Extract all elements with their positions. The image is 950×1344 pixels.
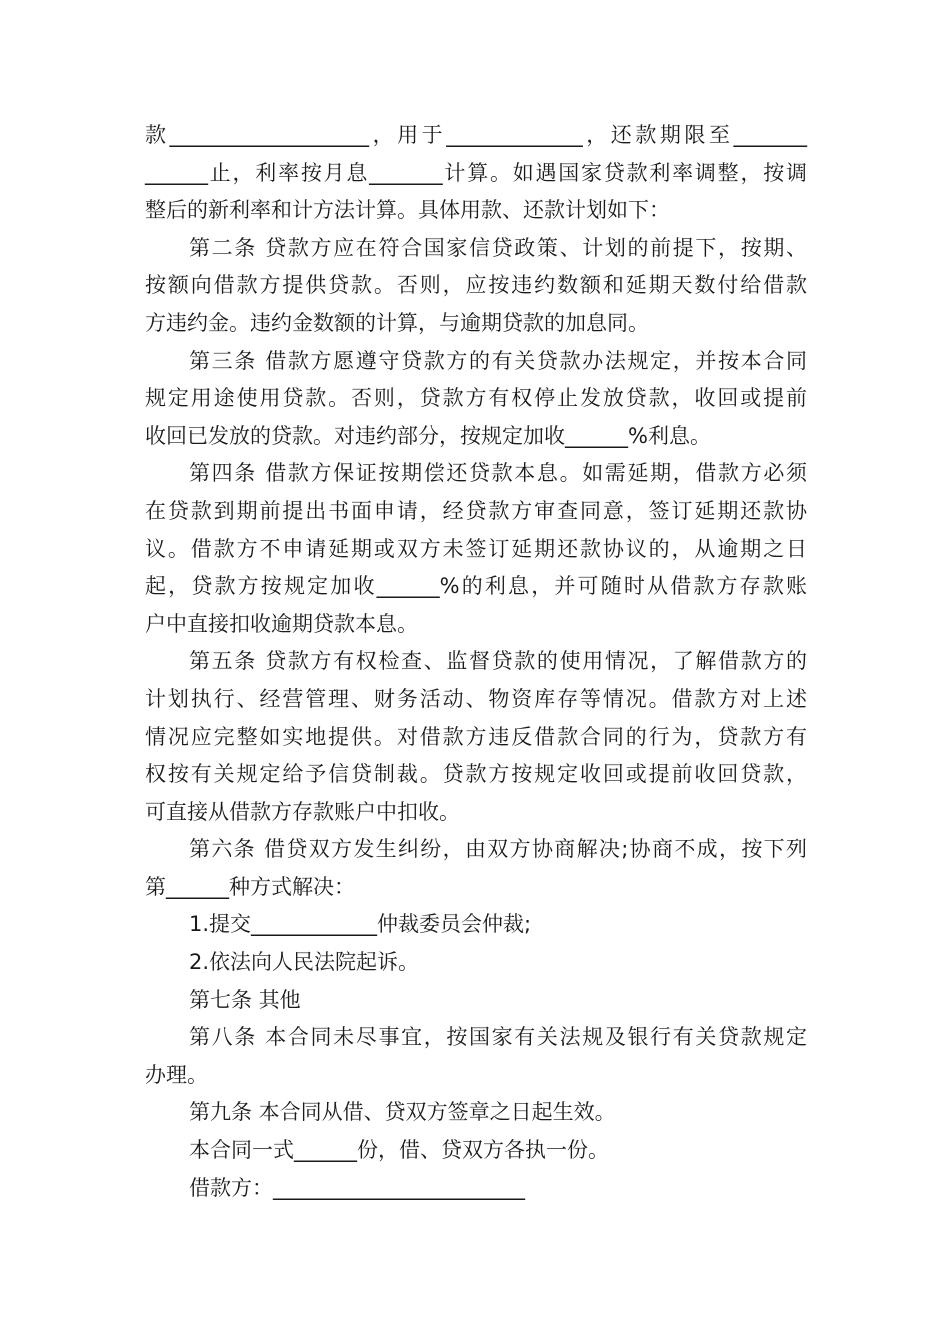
clause-6-line: 第六条 借贷双方发生纠纷，由双方协商解决;协商不成，按下列 xyxy=(189,837,807,862)
option-1-line: 1.提交____________仲裁委员会仲裁; xyxy=(189,912,532,937)
clause-4-line: 第四条 借款方保证按期偿还贷款本息。如需延期，借款方必须 xyxy=(189,461,807,486)
clause-3-line: 第三条 借款方愿遵守贷款方的有关贷款办法规定，并按本合同 xyxy=(189,348,807,373)
clause-5-line: 情况应完整如实地提供。对借款方违反借款合同的行为，贷款方有 xyxy=(145,724,807,749)
clause-5-line: 计划执行、经营管理、财务活动、物资库存等情况。借款方对上述 xyxy=(145,686,807,711)
clause-4-line: 起，贷款方按规定加收______%的利息，并可随时从借款方存款账 xyxy=(145,574,807,599)
clause-4-line: 议。借款方不申请延期或双方未签订延期还款协议的，从逾期之日 xyxy=(145,536,807,561)
clause-7-line: 第七条 其他 xyxy=(189,987,301,1012)
clause-8-line: 办理。 xyxy=(145,1062,208,1087)
copies-line: 本合同一式______份，借、贷双方各执一份。 xyxy=(189,1138,609,1163)
clause-2-line: 方违约金。违约金数额的计算，与逾期贷款的加息同。 xyxy=(145,310,649,335)
clause-3-line: 收回已发放的贷款。对违约部分，按规定加收______%利息。 xyxy=(145,423,711,448)
clause-8-line: 第八条 本合同未尽事宜，按国家有关法规及银行有关贷款规定 xyxy=(189,1025,807,1050)
text-line: 整后的新利率和计方法计算。具体用款、还款计划如下： xyxy=(145,198,670,223)
clause-6-line: 第______种方式解决： xyxy=(145,874,355,899)
clause-4-line: 户中直接扣收逾期贷款本息。 xyxy=(145,611,418,636)
clause-3-line: 规定用途使用贷款。否则，贷款方有权停止发放贷款，收回或提前 xyxy=(145,386,807,411)
clause-4-line: 在贷款到期前提出书面申请，经贷款方审查同意，签订延期还款协 xyxy=(145,498,807,523)
contract-body xyxy=(145,117,807,1207)
borrower-signature-line: 借款方：________________________ xyxy=(189,1175,525,1200)
clause-5-line: 权按有关规定给予信贷制裁。贷款方按规定收回或提前收回贷款， xyxy=(145,762,807,787)
clause-9-line: 第九条 本合同从借、贷双方签章之日起生效。 xyxy=(189,1100,616,1125)
clause-2-line: 按额向借款方提供贷款。否则，应按违约数额和延期天数付给借款 xyxy=(145,273,807,298)
clause-5-line: 第五条 贷款方有权检查、监督贷款的使用情况，了解借款方的 xyxy=(189,649,807,674)
text-line: ______止，利率按月息_______计算。如遇国家贷款利率调整，按调 xyxy=(145,160,807,185)
text-line: 款___________________，用于_____________，还款期限至_______ xyxy=(145,123,807,147)
option-2-line: 2.依法向人民法院起诉。 xyxy=(189,950,420,975)
clause-5-line: 可直接从借款方存款账户中扣收。 xyxy=(145,799,460,824)
clause-2-line: 第二条 贷款方应在符合国家信贷政策、计划的前提下，按期、 xyxy=(189,235,807,260)
